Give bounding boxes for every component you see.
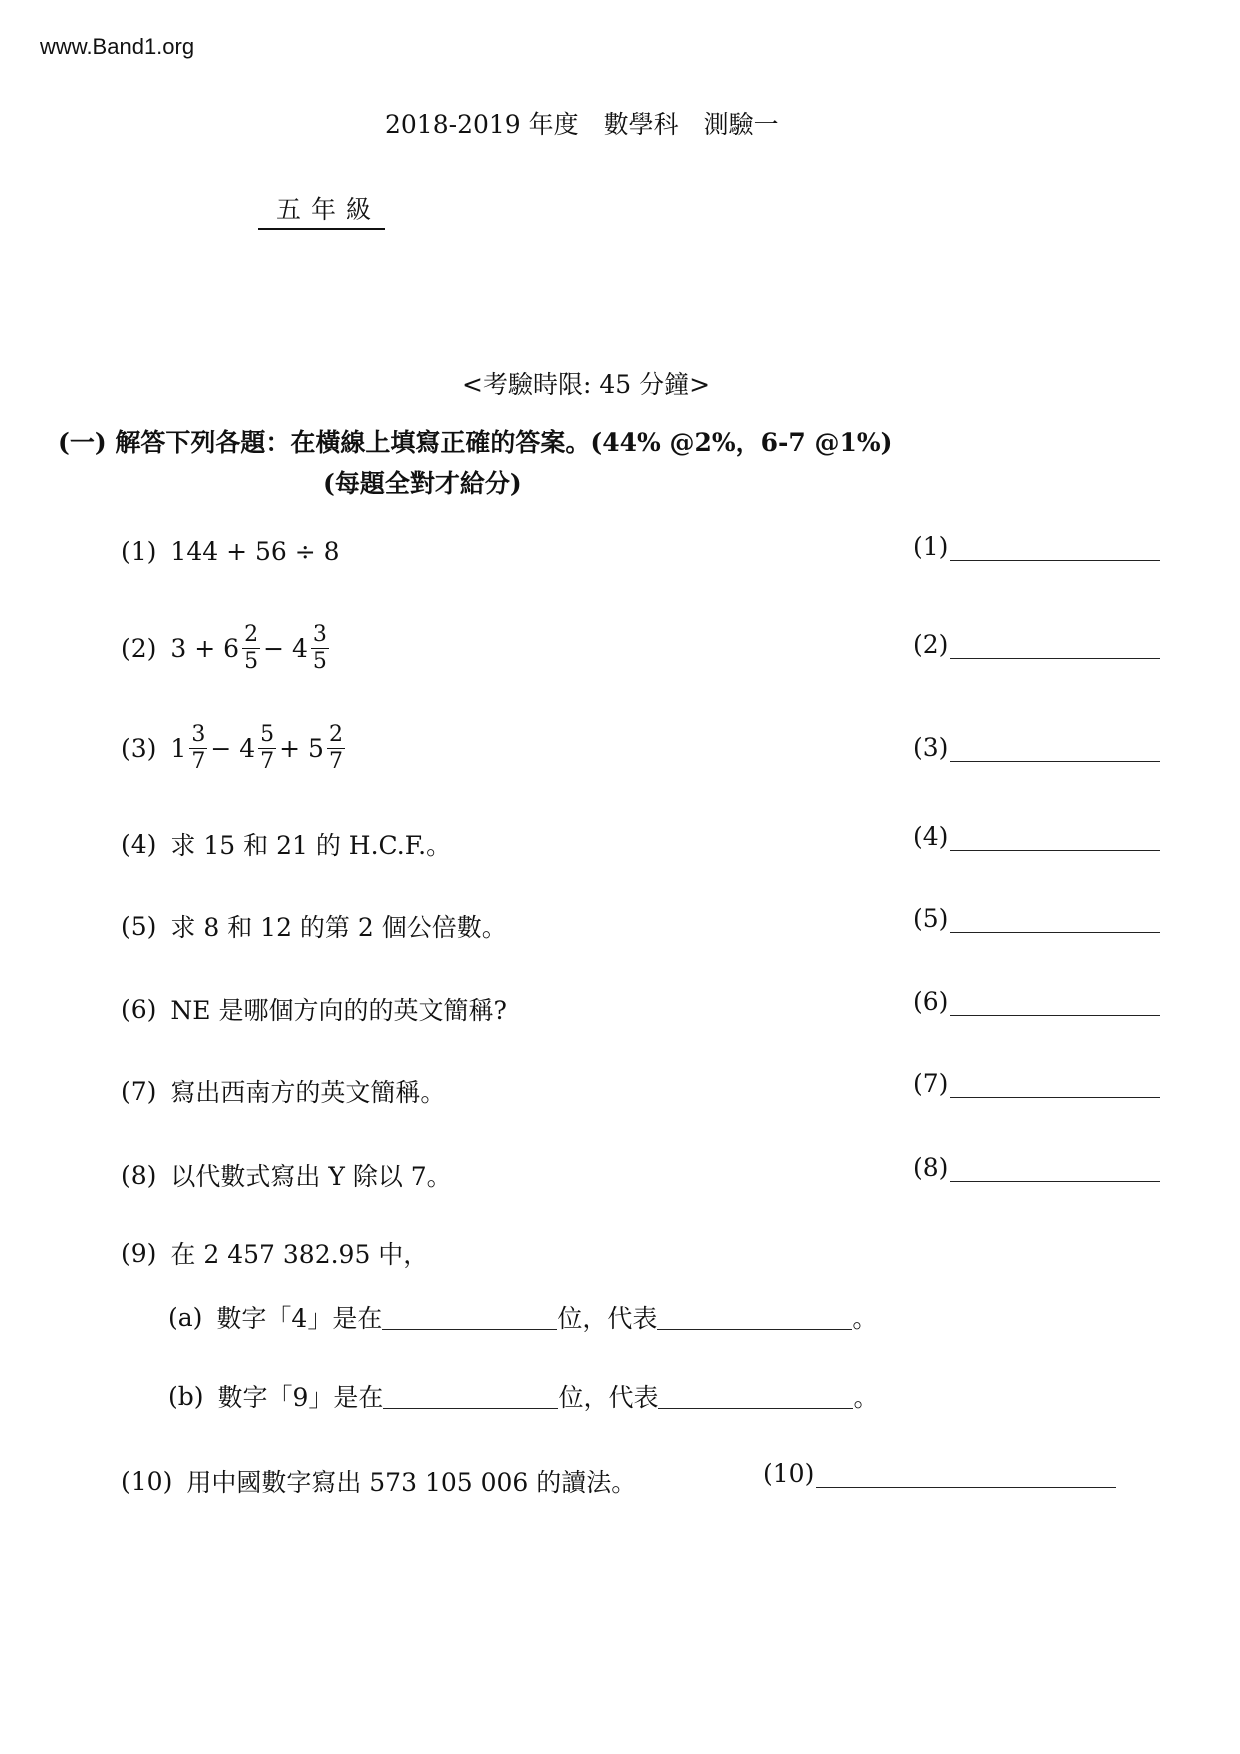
question-text: 以代數式寫出 Y 除以 7。 <box>170 1162 452 1191</box>
answer-line[interactable] <box>950 993 1160 1016</box>
answer-label: (1) <box>913 532 949 561</box>
section-note: (每題全對才給分) <box>323 469 522 498</box>
numerator: 2 <box>328 722 343 747</box>
question-number: (9) <box>121 1238 157 1268</box>
grade-label: 五年級 <box>258 190 385 230</box>
answer-3[interactable] <box>913 733 1160 762</box>
answer-5[interactable] <box>913 904 1160 933</box>
question-text: 求 8 和 12 的第 2 個公倍數。 <box>170 913 507 942</box>
question-number: (10) <box>121 1466 173 1496</box>
question-4 <box>121 826 451 862</box>
answer-line[interactable] <box>950 1159 1160 1182</box>
part-label: (b) <box>168 1381 204 1411</box>
question-9 <box>121 1235 428 1271</box>
answer-1[interactable] <box>913 532 1160 561</box>
question-8 <box>121 1157 452 1193</box>
answer-7[interactable] <box>913 1069 1160 1098</box>
part-text: 數字「9」是在 <box>217 1383 384 1412</box>
denominator: 5 <box>312 649 327 674</box>
answer-label: (2) <box>913 630 949 659</box>
answer-label: (3) <box>913 733 949 762</box>
fraction <box>327 724 345 773</box>
expr-part: − 4 <box>263 634 308 663</box>
question-number: (8) <box>121 1160 157 1190</box>
answer-label: (4) <box>913 822 949 851</box>
question-text: NE 是哪個方向的的英文簡稱? <box>170 996 507 1025</box>
answer-line[interactable] <box>950 1075 1160 1098</box>
answer-2[interactable] <box>913 630 1160 659</box>
numerator: 5 <box>260 722 275 747</box>
question-6 <box>121 991 507 1027</box>
denominator: 7 <box>260 749 275 774</box>
question-number: (7) <box>121 1076 157 1106</box>
exam-title: 2018-2019 年度 數學科 測驗一 <box>385 110 779 139</box>
answer-8[interactable] <box>913 1153 1160 1182</box>
expr-part: 1 <box>170 734 187 763</box>
question-2 <box>121 624 332 673</box>
part-text: 。 <box>853 1383 879 1412</box>
question-10 <box>121 1463 636 1499</box>
expr-part: + 5 <box>279 734 324 763</box>
part-label: (a) <box>168 1302 203 1332</box>
question-3 <box>121 724 348 773</box>
question-text: 求 15 和 21 的 H.C.F.。 <box>170 831 452 860</box>
question-7 <box>121 1073 445 1109</box>
question-number: (3) <box>121 734 157 763</box>
question-text: 在 2 457 382.95 中， <box>170 1240 429 1269</box>
denominator: 7 <box>191 749 206 774</box>
expr-part: − 4 <box>210 734 256 763</box>
denominator: 5 <box>244 649 259 674</box>
answer-line[interactable] <box>950 910 1160 933</box>
answer-line[interactable] <box>950 828 1160 851</box>
part-text: 數字「4」是在 <box>216 1304 383 1333</box>
question-number: (6) <box>121 994 157 1024</box>
section-heading: (一) 解答下列各題：在橫線上填寫正確的答案。(44% @2%，6-7 @1%) <box>58 428 893 457</box>
answer-label: (5) <box>913 904 949 933</box>
denominator: 7 <box>328 749 343 774</box>
answer-label: (8) <box>913 1153 949 1182</box>
answer-line[interactable] <box>950 538 1160 561</box>
question-1 <box>121 537 340 566</box>
expr-part: 3 + 6 <box>170 634 240 663</box>
question-text: 寫出西南方的英文簡稱。 <box>170 1078 446 1107</box>
numerator: 2 <box>244 622 259 647</box>
question-text: 144 + 56 ÷ 8 <box>170 537 340 566</box>
question-number: (2) <box>121 634 157 663</box>
answer-blank-value[interactable] <box>658 1384 853 1409</box>
answer-label: (6) <box>913 987 949 1016</box>
time-limit: <考驗時限: 45 分鐘> <box>462 370 711 399</box>
question-number: (4) <box>121 829 157 859</box>
answer-blank-place[interactable] <box>382 1305 557 1330</box>
fraction <box>258 724 276 773</box>
watermark-url: www.Band1.org <box>40 34 195 59</box>
question-text: 用中國數字寫出 573 105 006 的讀法。 <box>186 1468 637 1497</box>
part-text: 。 <box>852 1304 878 1333</box>
answer-10[interactable] <box>763 1459 1116 1488</box>
answer-4[interactable] <box>913 822 1160 851</box>
question-9a <box>168 1299 877 1335</box>
fraction <box>311 624 329 673</box>
answer-label: (10) <box>763 1459 815 1488</box>
answer-6[interactable] <box>913 987 1160 1016</box>
question-number: (5) <box>121 911 157 941</box>
answer-label: (7) <box>913 1069 949 1098</box>
answer-line[interactable] <box>950 636 1160 659</box>
answer-blank-place[interactable] <box>383 1384 558 1409</box>
question-5 <box>121 908 507 944</box>
part-text: 位，代表 <box>557 1304 658 1333</box>
fraction <box>189 724 207 773</box>
question-number: (1) <box>121 537 157 566</box>
fraction <box>242 624 260 673</box>
question-9b <box>168 1378 878 1414</box>
answer-line[interactable] <box>950 739 1160 762</box>
answer-line[interactable] <box>816 1465 1116 1488</box>
numerator: 3 <box>312 622 327 647</box>
answer-blank-value[interactable] <box>657 1305 852 1330</box>
part-text: 位，代表 <box>558 1383 659 1412</box>
numerator: 3 <box>191 722 206 747</box>
